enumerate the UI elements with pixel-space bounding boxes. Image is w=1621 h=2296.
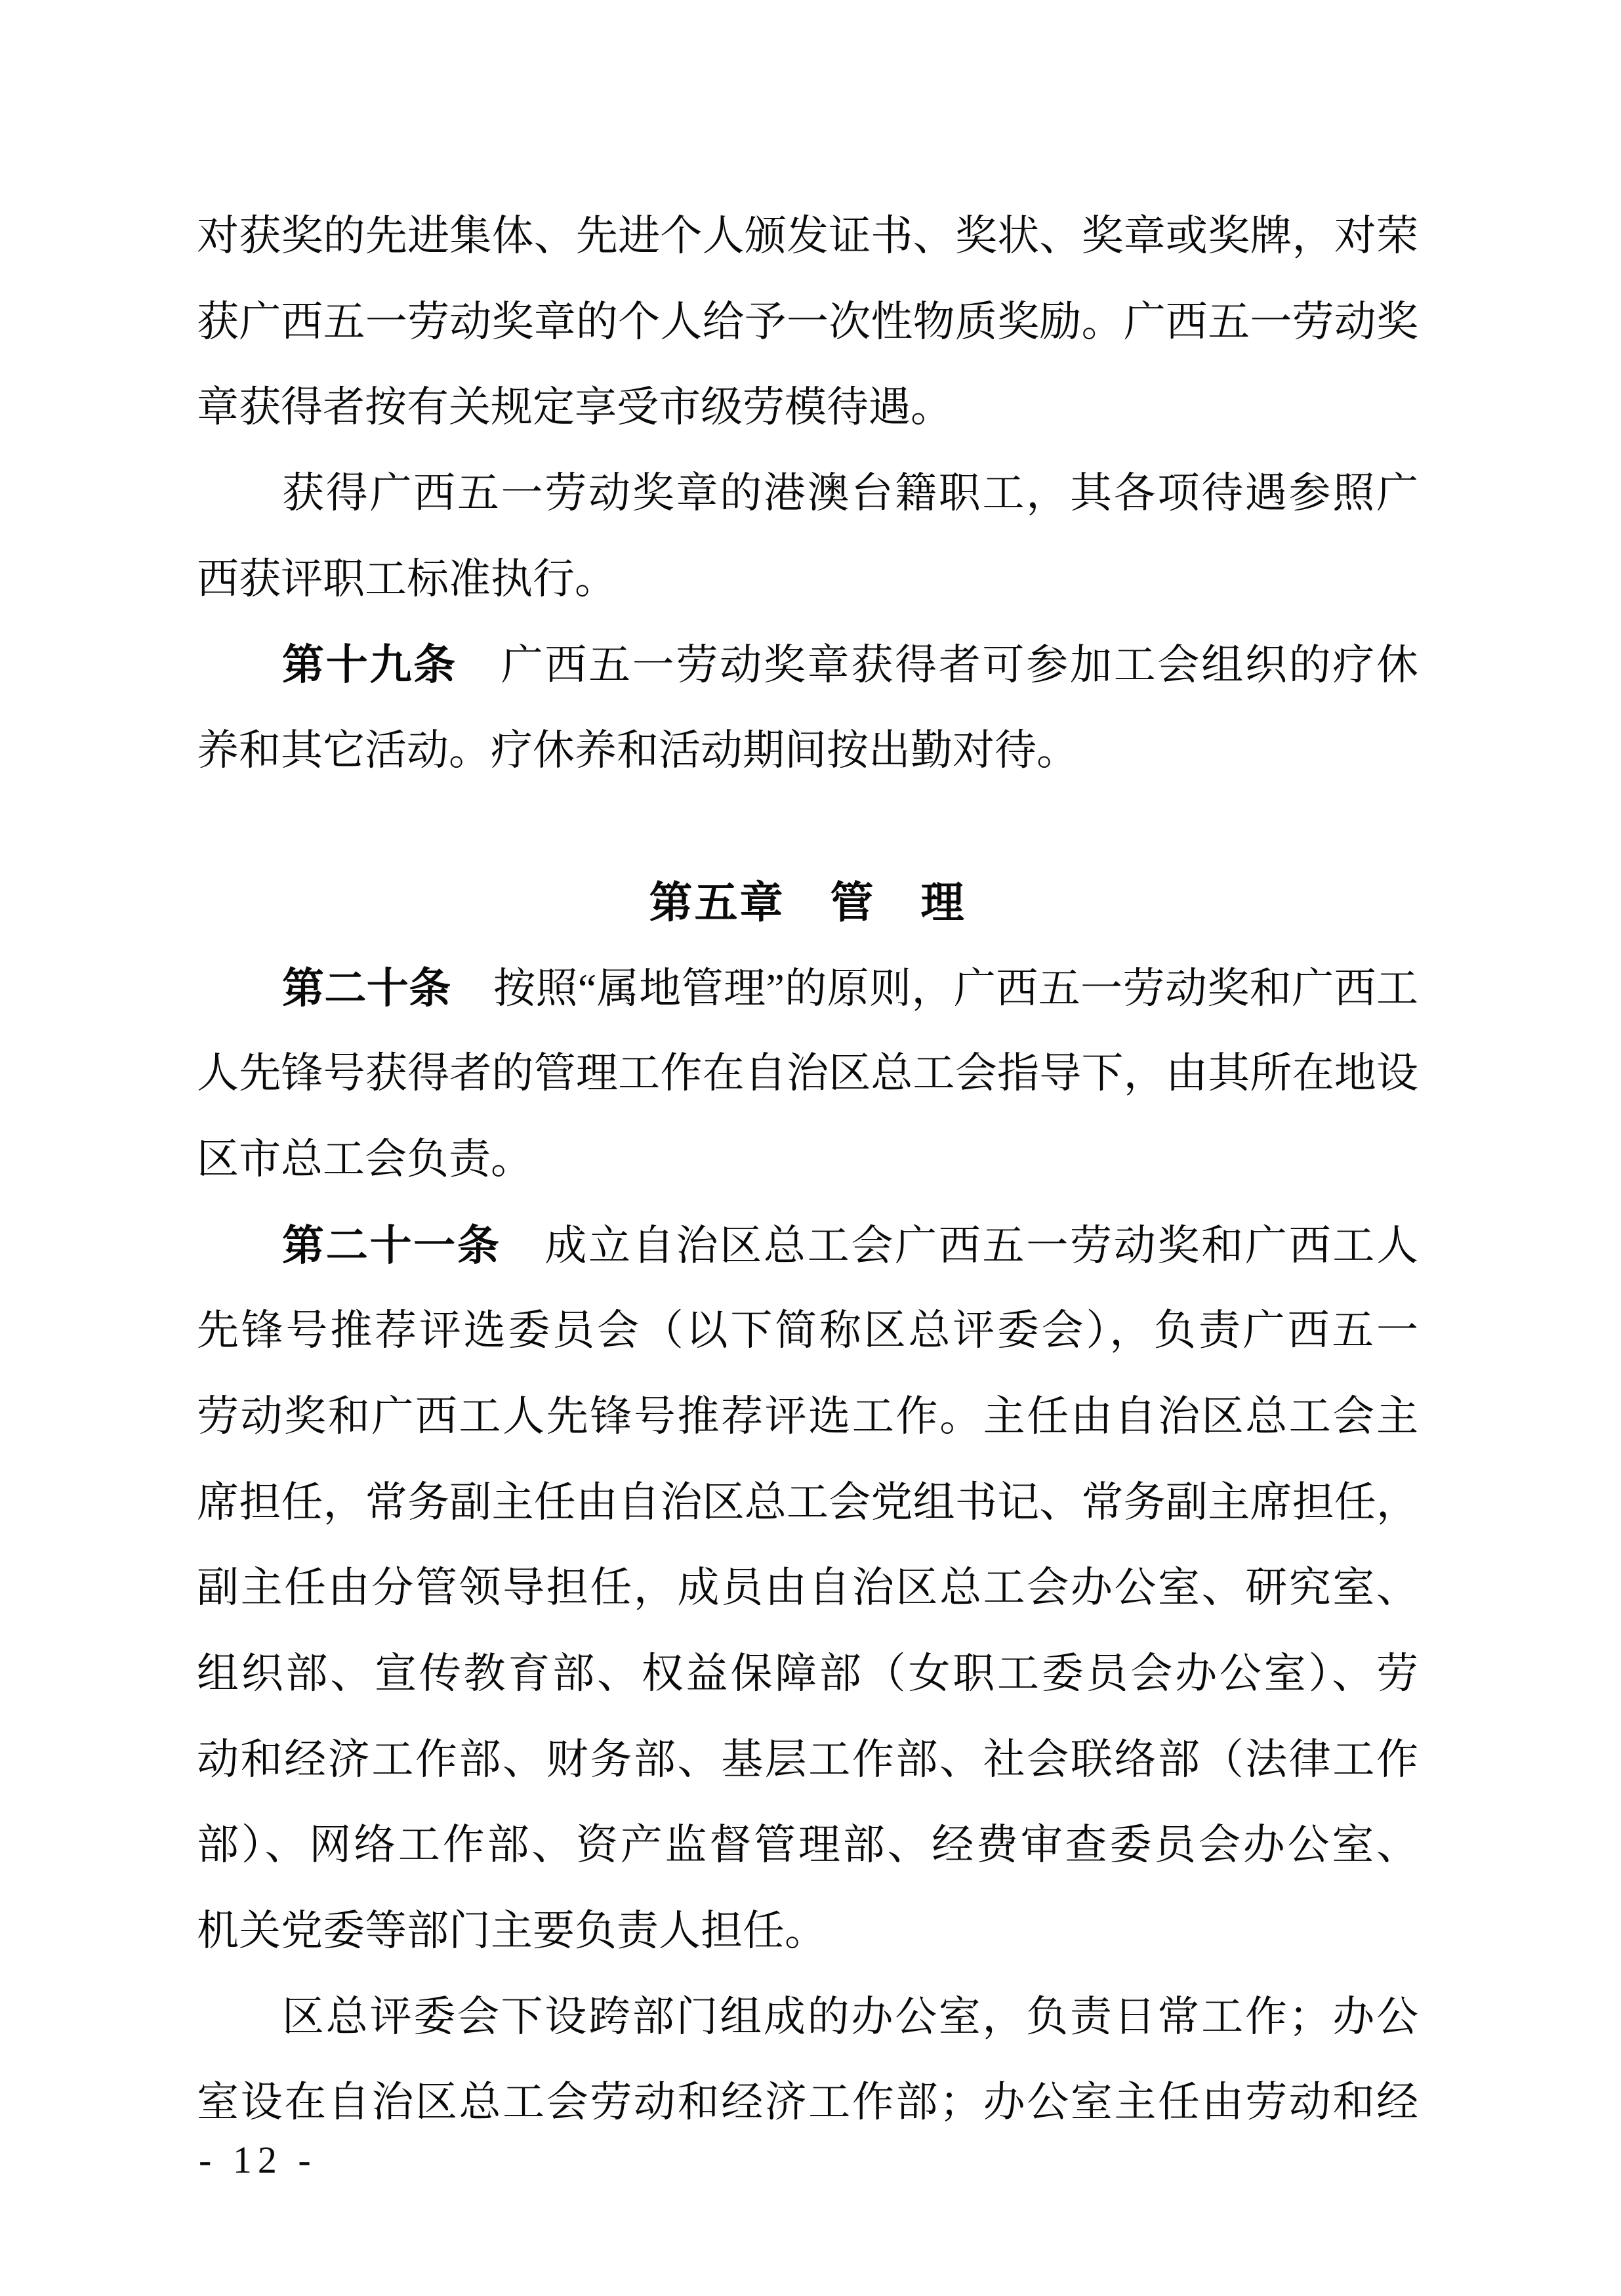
text-line	[197, 451, 1418, 537]
text-line	[197, 1545, 1418, 1631]
body-text: 养和其它活动。疗休养和活动期间按出勤对待。	[197, 727, 1078, 774]
text-line	[197, 2060, 1418, 2146]
text-line	[197, 537, 1418, 623]
text-line	[197, 1203, 1418, 1289]
body-text: 获得广西五一劳动奖章的港澳台籍职工，其各项待遇参照广	[282, 470, 1418, 517]
body-text: 人先锋号获得者的管理工作在自治区总工会指导下，由其所在地设	[197, 1050, 1418, 1097]
text-line	[197, 365, 1418, 451]
text-line	[197, 1631, 1418, 1717]
text-line	[197, 1031, 1418, 1117]
article-number: 第二十条	[282, 964, 451, 1012]
text-line	[197, 280, 1418, 365]
text-line	[197, 1117, 1418, 1203]
body-text: 区市总工会负责。	[197, 1135, 533, 1182]
body-text: 劳动奖和广西工人先锋号推荐评选工作。主任由自治区总工会主	[197, 1392, 1418, 1440]
body-text: 副主任由分管领导担任，成员由自治区总工会办公室、研究室、	[197, 1564, 1418, 1612]
body-text: 部）、网络工作部、资产监督管理部、经费审查委员会办公室、	[197, 1822, 1418, 1869]
text-line	[197, 1460, 1418, 1546]
body-text: 机关党委等部门主要负责人担任。	[197, 1908, 827, 1955]
body-text: 广西五一劳动奖章获得者可参加工会组织的疗休	[457, 642, 1419, 689]
text-line	[197, 1803, 1418, 1889]
body-text: 成立自治区总工会广西五一劳动奖和广西工人	[501, 1222, 1419, 1269]
text-line	[197, 1374, 1418, 1460]
article-number: 第二十一条	[282, 1221, 501, 1269]
text-line	[197, 622, 1418, 708]
article-number: 第十九条	[282, 641, 457, 689]
page-number: - 12 -	[199, 2139, 317, 2181]
body-text: 先锋号推荐评选委员会（以下简称区总评委会），负责广西五一	[197, 1307, 1418, 1354]
text-line	[197, 1288, 1418, 1374]
body-text: 西获评职工标准执行。	[197, 555, 617, 602]
body-text: 席担任，常务副主任由自治区总工会党组书记、常务副主席担任，	[197, 1478, 1418, 1526]
body-text: 室设在自治区总工会劳动和经济工作部；办公室主任由劳动和经	[197, 2079, 1418, 2126]
body-text: 对获奖的先进集体、先进个人颁发证书、奖状、奖章或奖牌，对荣	[197, 213, 1418, 259]
body-text: 章获得者按有关规定享受市级劳模待遇。	[197, 384, 953, 431]
text-line	[197, 708, 1418, 794]
text-line	[197, 1717, 1418, 1803]
body-text: 区总评委会下设跨部门组成的办公室，负责日常工作；办公	[282, 1993, 1418, 2040]
body-text: 组织部、宣传教育部、权益保障部（女职工委员会办公室）、劳	[197, 1650, 1418, 1697]
body-text: 动和经济工作部、财务部、基层工作部、社会联络部（法律工作	[197, 1736, 1418, 1783]
chapter-heading: 第五章 管 理	[649, 877, 966, 927]
body-text: 获广西五一劳动奖章的个人给予一次性物质奖励。广西五一劳动奖	[197, 298, 1418, 345]
text-line	[197, 946, 1418, 1032]
text-line	[197, 1889, 1418, 1974]
body-text: 按照“属地管理”的原则，广西五一劳动奖和广西工	[451, 965, 1419, 1012]
text-line	[197, 194, 1418, 280]
text-block	[197, 194, 1418, 2146]
text-line	[197, 1974, 1418, 2060]
